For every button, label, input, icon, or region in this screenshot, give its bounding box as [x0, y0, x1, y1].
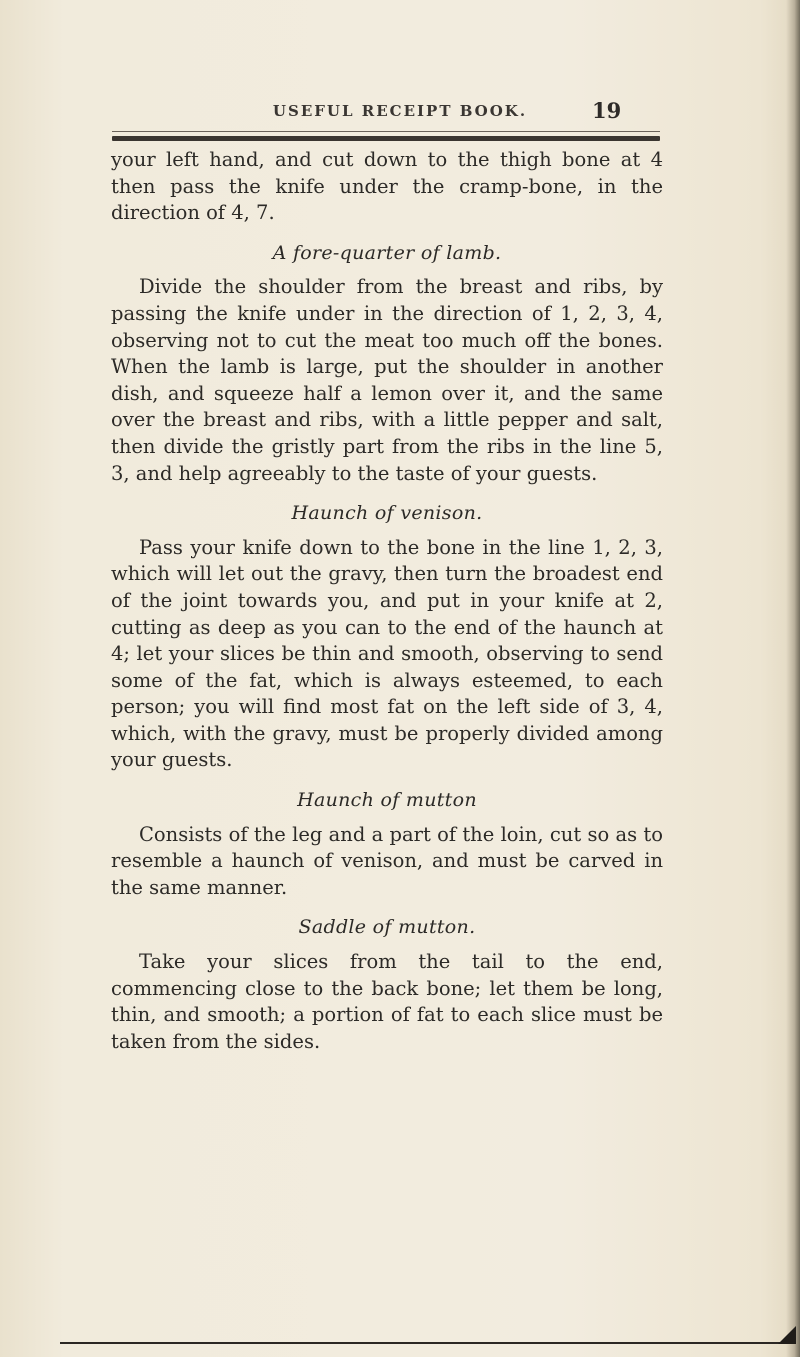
section-heading-haunch-mutton: Haunch of mutton [297, 789, 477, 812]
section-heading-saddle-mutton: Saddle of mutton. [298, 916, 476, 939]
section-text-saddle-mutton: Take your slices from the tail to the end, commencing close to the back bone; let them be long, thin, and smooth; a portion of fat to each slice must be taken from the sides. [111, 950, 663, 1053]
header-rule [112, 136, 660, 141]
running-title: USEFUL RECEIPT BOOK. [272, 102, 528, 120]
page-bottom-edge [60, 1342, 796, 1344]
section-text-haunch-mutton: Consists of the leg and a part of the loin, cut so as to resemble a haunch of venison, and must be carved in the same manner. [111, 822, 663, 899]
opening-paragraph: your left hand, and cut down to the thigh bone at 4 then pass the knife under the cramp-bone, in the direction of 4, 7. [111, 148, 663, 225]
section-text-fore-quarter-lamb: Divide the shoulder from the breast and ribs, by passing the knife under in the direction of 1, 2, 3, 4, observing not to cut the meat too much off the bones. When the lamb is large, put the shoulder in another dish, and squeeze half a lemon over it, and the same over the breast and ribs, with a little pepper and salt, then divide the gristly part from the ribs in the line 5, 3, and help agreeably to the taste of your guests. [111, 275, 663, 485]
section-text-haunch-venison: Pass your knife down to the bone in the line 1, 2, 3, which will let out the gravy, then turn the broadest end of the joint towards you, and put in your knife at 2, cutting as deep as you can to the end of the haunch at 4; let your slices be thin and smooth, observing to send some of the fat, which is always esteemed, to each person; you will find most fat on the left side of 3, 4, which, with the gravy, must be properly divided among your guests. [111, 535, 663, 772]
section-heading-haunch-venison: Haunch of venison. [291, 502, 483, 525]
header-rule-thin [112, 131, 660, 132]
page-text [111, 147, 663, 1055]
section-heading-fore-quarter-lamb: A fore-quarter of lamb. [272, 241, 502, 264]
page-edge-shadow [786, 0, 800, 1357]
page-number: 19 [592, 98, 622, 123]
running-head [0, 98, 800, 130]
